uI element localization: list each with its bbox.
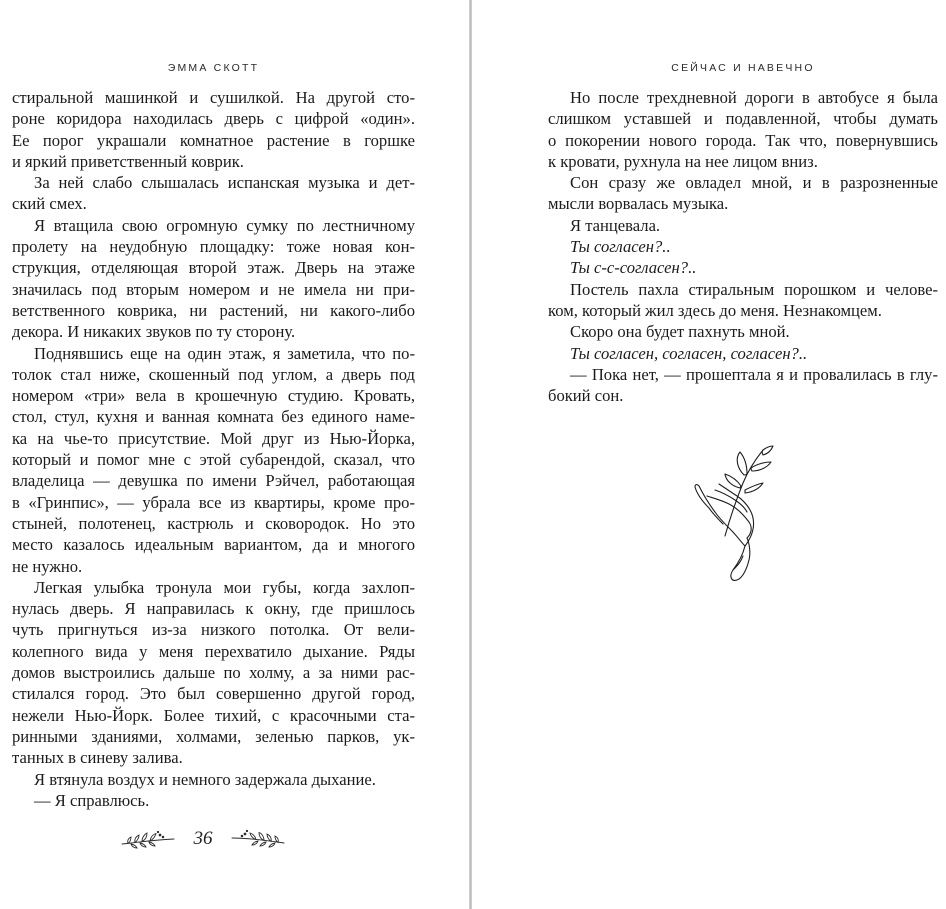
left-page-text — [12, 87, 415, 811]
text-line: нежели Нью-Йорк. Более тихий, с красочными ста- — [12, 705, 415, 725]
text-line: владелица — девушка по имени Рэйчел, работающая — [12, 471, 415, 491]
text-line: струкция, отделяющая второй этаж. Дверь на этаже — [12, 258, 415, 278]
paragraph — [548, 257, 938, 278]
paragraph — [548, 364, 938, 407]
text-line: стол, стул, кухня и ванная комната без единого наме- — [12, 407, 415, 427]
text-line: толок стал ниже, скошенный под углом, а дверь под — [12, 364, 415, 384]
text-line: стыней, полотенец, кастрюль и сковородок. Но это — [12, 513, 415, 533]
text-line: значилась под вторым номером и не имела ни при- — [12, 279, 415, 299]
text-line: Ты с-с-согласен?.. — [570, 258, 697, 278]
paragraph — [548, 215, 938, 236]
right-page-text — [548, 87, 938, 406]
text-line: танных в синеву залива. — [12, 748, 183, 768]
paragraph — [12, 769, 415, 790]
text-line: номером «три» вела в крошечную студию. Кровать, — [12, 386, 415, 406]
paragraph — [12, 215, 415, 343]
floral-sprig-icon — [120, 826, 178, 852]
text-line: стиральной машинкой и сушилкой. На другой сто- — [12, 88, 415, 107]
floral-sprig-icon — [228, 826, 286, 852]
paragraph — [548, 172, 938, 215]
text-line: — Я справлюсь. — [34, 790, 150, 810]
text-line: в «Гринпис», — убрала все из квартиры, кроме про- — [12, 492, 415, 512]
text-line: Я втянула воздух и немного задержала дыхание. — [34, 769, 376, 789]
text-line: ком, который жил здесь до меня. Незнакомцем. — [548, 300, 882, 320]
text-line: домов выстроились дальше по холму, а за ними рас- — [12, 663, 415, 683]
text-line: Постель пахла стиральным порошком и челове- — [570, 279, 938, 299]
text-line: ка на чье-то присутствие. Мой друг из Нью-Йорка, — [12, 428, 415, 448]
text-line: Поднявшись еще на один этаж, я заметила, что по- — [34, 343, 415, 363]
paragraph — [12, 172, 415, 215]
text-line: Ты согласен, согласен, согласен?.. — [570, 343, 808, 363]
text-line: декора. И никаких звуков по ту сторону. — [12, 322, 296, 342]
text-line: Легкая улыбка тронула мои губы, когда захлоп- — [34, 577, 415, 597]
page-gutter — [469, 0, 472, 909]
text-line: мысли ворвалась музыка. — [548, 194, 729, 214]
text-line: Я танцевала. — [570, 215, 661, 235]
page-number: 36 — [193, 828, 213, 849]
left-running-head: ЭММА СКОТТ — [167, 62, 260, 74]
paragraph — [548, 236, 938, 257]
paragraph — [548, 343, 938, 364]
paragraph — [548, 279, 938, 322]
right-running-head: СЕЙЧАС И НАВЕЧНО — [671, 62, 815, 74]
text-line: который и помог мне с этой субарендой, сказал, что — [12, 450, 415, 470]
text-line: к кровати, рухнула на нее лицом вниз. — [548, 151, 818, 171]
text-line: место казалось идеальным вариантом, да и многого — [12, 535, 415, 555]
text-line: Скоро она будет пахнуть мной. — [570, 322, 790, 342]
text-line: не нужно. — [12, 556, 83, 576]
text-line: За ней слабо слышалась испанская музыка и дет- — [34, 173, 415, 193]
text-line: Но после трехдневной дороги в автобусе я была — [570, 88, 938, 107]
text-line: слишком уставшей и подавленной, чтобы думать — [548, 109, 938, 129]
text-line: чуть пригнуться из-за низкого потолка. От вели- — [12, 620, 415, 640]
text-line: бокий сон. — [548, 386, 624, 406]
text-line: пролету на неудобную площадку: тоже новая кон- — [12, 237, 415, 257]
text-line: стилался город. Это был совершенно другой город, — [12, 684, 415, 704]
paragraph — [548, 87, 938, 172]
paragraph — [12, 790, 415, 811]
text-line: — Пока нет, — прошептала я и провалилась в глу- — [570, 364, 938, 384]
hand-holding-sprig-icon — [685, 438, 785, 588]
text-line: ветственного коврика, ни растений, ни какого-либо — [12, 300, 415, 320]
text-line: Ее порог украшали комнатное растение в горшке — [12, 130, 415, 150]
text-line: нулась дверь. Я направилась к окну, где пришлось — [12, 599, 415, 619]
text-line: о покорении нового города. Так что, повернувшись — [548, 130, 938, 150]
text-line: ринными зданиями, холмами, зеленью парков, ук- — [12, 726, 415, 746]
paragraph — [12, 87, 415, 172]
paragraph — [12, 343, 415, 577]
paragraph — [12, 577, 415, 769]
left-page — [12, 0, 415, 909]
text-line: Сон сразу же овладел мной, и в разрозненные — [570, 173, 938, 193]
text-line: Я втащила свою огромную сумку по лестничному — [34, 215, 415, 235]
text-line: колепного вида у меня перехватило дыхание. Ряды — [12, 641, 415, 661]
text-line: роне коридора находилась дверь с цифрой «один». — [12, 109, 415, 129]
text-line: Ты согласен?.. — [570, 237, 671, 257]
text-line: ский смех. — [12, 194, 87, 214]
paragraph — [548, 321, 938, 342]
page-number-footer — [120, 826, 290, 856]
text-line: и яркий приветственный коврик. — [12, 151, 244, 171]
